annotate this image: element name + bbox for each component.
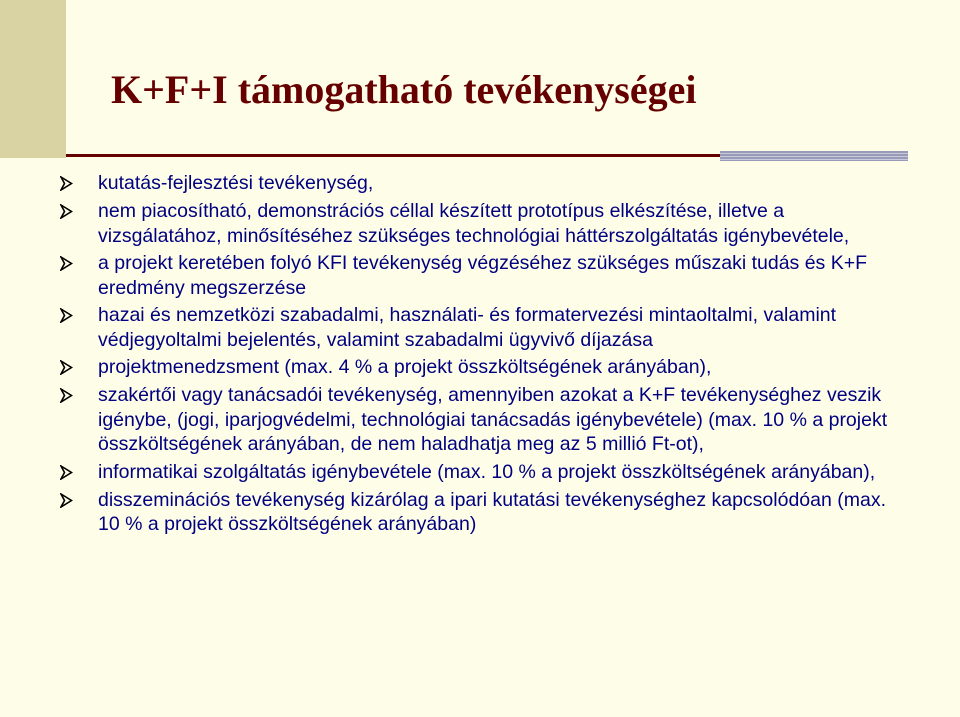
list-item-text: disszeminációs tevékenység kizárólag a ipari kutatási tevékenységhez kapcsolódóan (max. 10 % a projekt összköltségének arányában) [98, 488, 886, 535]
list-item [60, 383, 900, 457]
list-item-text: hazai és nemzetközi szabadalmi, használati- és formatervezési mintaoltalmi, valamint védjegyoltalmi bejelentés, valamint szabadalmi ügyvivő díjazása [98, 304, 837, 351]
arrowhead-bullet-icon [60, 355, 98, 380]
list-item-text: projektmenedzsment (max. 4 % a projekt összköltségének arányában), [98, 356, 712, 378]
list-item-text: kutatás-fejlesztési tevékenység, [98, 172, 374, 194]
arrowhead-bullet-icon [60, 199, 98, 224]
bullet-list [60, 171, 900, 540]
list-item-text: a projekt keretében folyó KFI tevékenység végzéséhez szükséges műszaki tudás és K+F eredmény megszerzése [98, 252, 868, 299]
list-item [60, 171, 900, 196]
accent-bar [720, 151, 908, 161]
arrowhead-bullet-icon [60, 488, 98, 513]
arrowhead-bullet-icon [60, 303, 98, 328]
sidebar-strip [0, 0, 66, 158]
list-item-text: nem piacosítható, demonstrációs céllal készített prototípus elkészítése, illetve a vizsgálatához, minősítéséhez szükséges technológiai háttérszolgáltatás igénybevétele, [98, 200, 850, 247]
list-item [60, 251, 900, 300]
list-item-text: szakértői vagy tanácsadói tevékenység, amennyiben azokat a K+F tevékenységhez veszik igénybe, (jogi, iparjogvédelmi, technológiai tanácsadás igénybevétele) (max. 10 % a projekt összköltségének arányában, de nem haladhatja meg az 5 millió Ft-ot), [98, 384, 888, 455]
list-item [60, 199, 900, 248]
arrowhead-bullet-icon [60, 383, 98, 408]
list-item-text: informatikai szolgáltatás igénybevétele (max. 10 % a projekt összköltségének arányában), [98, 460, 876, 483]
list-item [60, 303, 900, 352]
arrowhead-bullet-icon [60, 460, 98, 485]
arrowhead-bullet-icon [60, 251, 98, 276]
arrowhead-bullet-icon [60, 171, 98, 196]
list-item [60, 460, 900, 485]
slide-title: K+F+I támogatható tevékenységei [111, 67, 697, 112]
list-item [60, 488, 900, 537]
title-underline [66, 154, 720, 157]
list-item [60, 355, 900, 380]
